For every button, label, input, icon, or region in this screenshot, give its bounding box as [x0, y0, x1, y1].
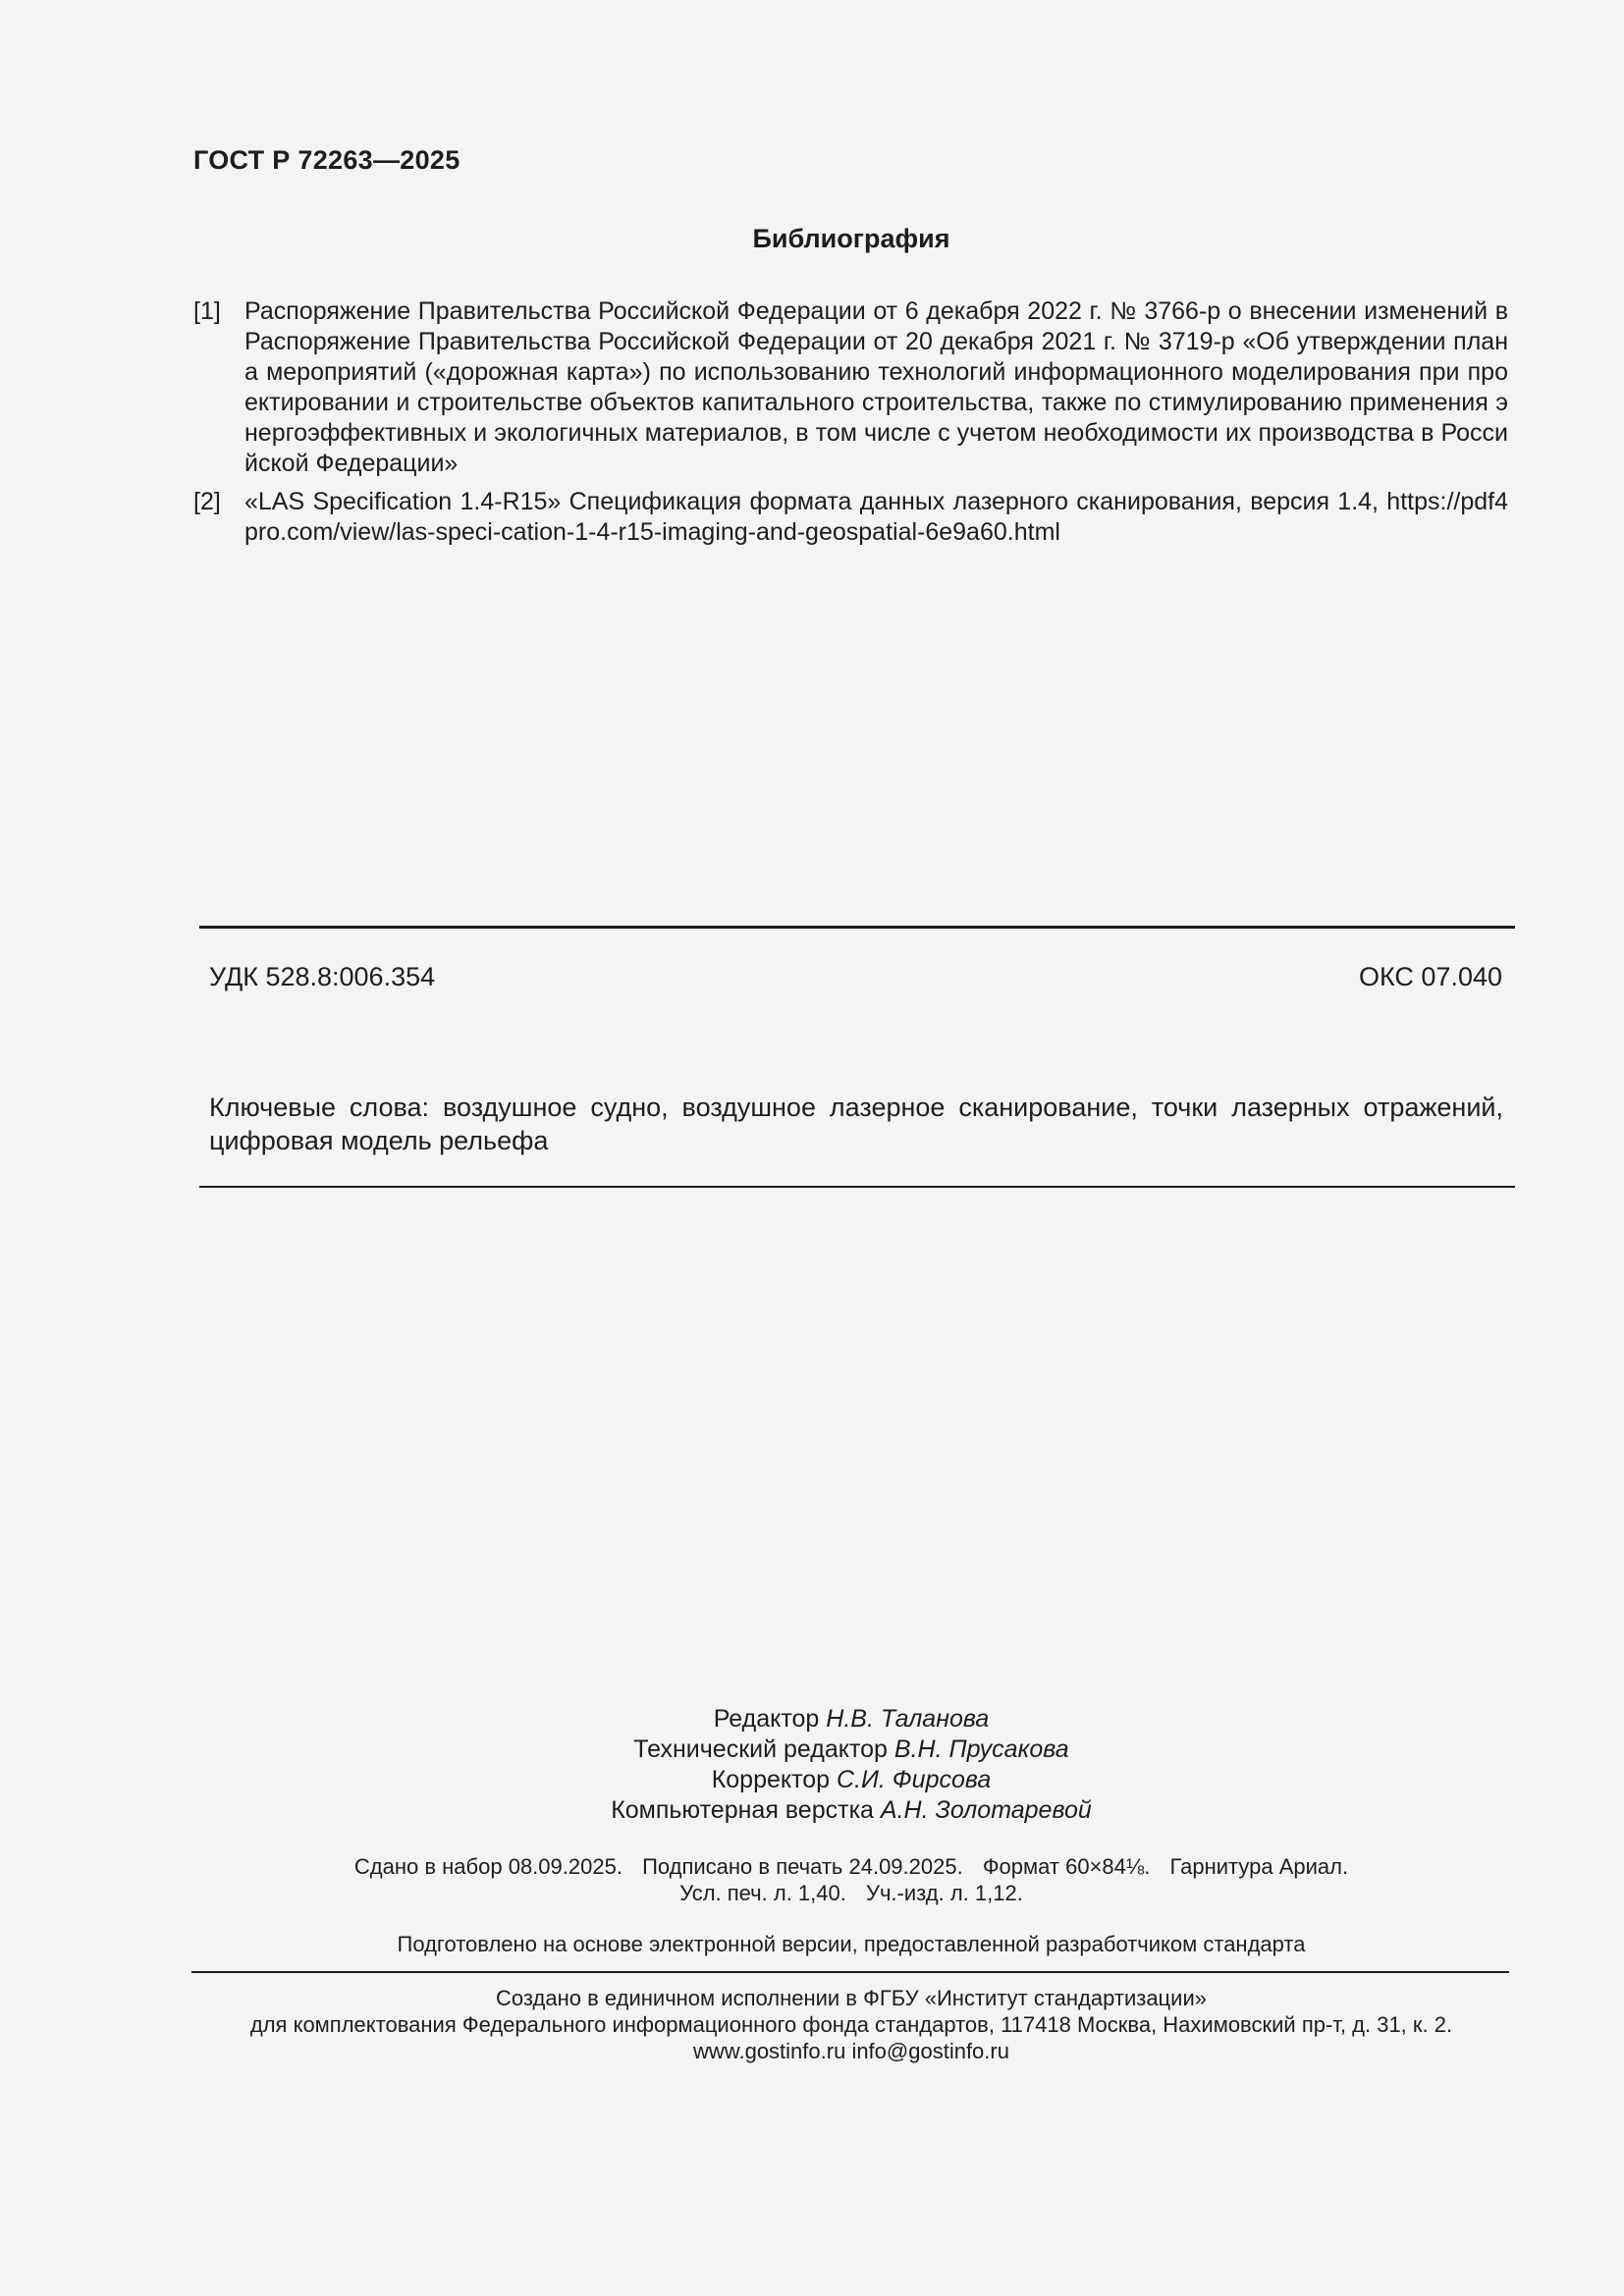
- footer-website-link[interactable]: www.gostinfo.ru: [693, 2039, 846, 2063]
- footer-line-2: для комплектования Федерального информационного фонда стандартов, 117418 Москва, Нахимовский пр-т, д. 31, к. 2.: [249, 2012, 1453, 2037]
- bibliography-entry: [193, 296, 1508, 479]
- divider-bottom: [199, 1186, 1515, 1188]
- imprint-signed: Подписано в печать 24.09.2025.: [642, 1854, 963, 1879]
- credit-line: [193, 1735, 1509, 1765]
- credit-name: А.Н. Золотаревой: [880, 1796, 1092, 1824]
- credit-name: Н.В. Таланова: [826, 1705, 990, 1733]
- imprint-submitted: Сдано в набор 08.09.2025.: [353, 1854, 623, 1879]
- divider-footer: [191, 1971, 1509, 1973]
- standard-code: ГОСТ Р 72263—2025: [193, 145, 460, 175]
- credit-line: [193, 1765, 1509, 1795]
- bibliography-entry-number: [2]: [193, 488, 221, 515]
- bibliography-entry-text: Распоряжение Правительства Российской Федерации от 6 декабря 2022 г. № 3766-р о внесении изменений в Распоряжение Правительства Российской Федерации от 20 декабря 2021 г. № 3719-р «Об утверждении плана мероприятий («дорожная карта») по использованию технологий информационного моделирования при проектировании и строительстве объектов капитального строительства, также по стимулированию применения энергоэффективных и экологичных материалов, в том числе с учетом необходимости их производства в Российской Федерации»: [244, 297, 1508, 477]
- credit-line: [193, 1704, 1509, 1735]
- credit-role: Редактор: [713, 1705, 820, 1733]
- footer-contacts: [193, 2038, 1509, 2064]
- udk-code: УДК 528.8:006.354: [209, 962, 436, 991]
- imprint-block: [193, 1853, 1509, 1906]
- bibliography-entry-number: [1]: [193, 297, 221, 325]
- prepared-note: Подготовлено на основе электронной версии, предоставленной разработчиком стандарта: [397, 1932, 1306, 1956]
- keywords: Ключевые слова: воздушное судно, воздушное лазерное сканирование, точки лазерных отражений, цифровая модель рельефа: [209, 1093, 1503, 1155]
- imprint-print-sheets: Усл. печ. л. 1,40.: [679, 1881, 846, 1905]
- imprint-format: Формат 60×84⅛.: [982, 1854, 1151, 1879]
- imprint-typeface: Гарнитура Ариал.: [1169, 1854, 1349, 1879]
- credit-name: С.И. Фирсова: [837, 1766, 992, 1793]
- bibliography-entry-text: «LAS Specification 1.4-R15» Спецификация формата данных лазерного сканирования, версия 1.4, https://pdf4pro.com/view/las-speci-cation-1-4-r15-imaging-and-geospatial-6e9a60.html: [244, 488, 1508, 546]
- credit-role: Компьютерная верстка: [611, 1796, 874, 1824]
- credit-name: В.Н. Прусакова: [893, 1735, 1069, 1763]
- credits-block: [193, 1704, 1509, 1826]
- bibliography-entry: [193, 487, 1508, 548]
- divider-top: [199, 926, 1515, 929]
- bibliography-title: Библиография: [752, 224, 950, 253]
- footer-block: [193, 1985, 1509, 2064]
- oks-code: ОКС 07.040: [1358, 962, 1502, 991]
- footer-line-1: Создано в единичном исполнении в ФГБУ «Институт стандартизации»: [496, 1986, 1207, 2010]
- bibliography-list: [193, 296, 1508, 556]
- imprint-line-2: [193, 1880, 1509, 1906]
- imprint-publisher-sheets: Уч.-изд. л. 1,12.: [865, 1881, 1023, 1905]
- imprint-line-1: [193, 1853, 1509, 1880]
- credit-role: Технический редактор: [633, 1735, 888, 1763]
- credit-line: [193, 1795, 1509, 1826]
- footer-email-link[interactable]: info@gostinfo.ru: [851, 2039, 1009, 2063]
- credit-role: Корректор: [711, 1766, 831, 1793]
